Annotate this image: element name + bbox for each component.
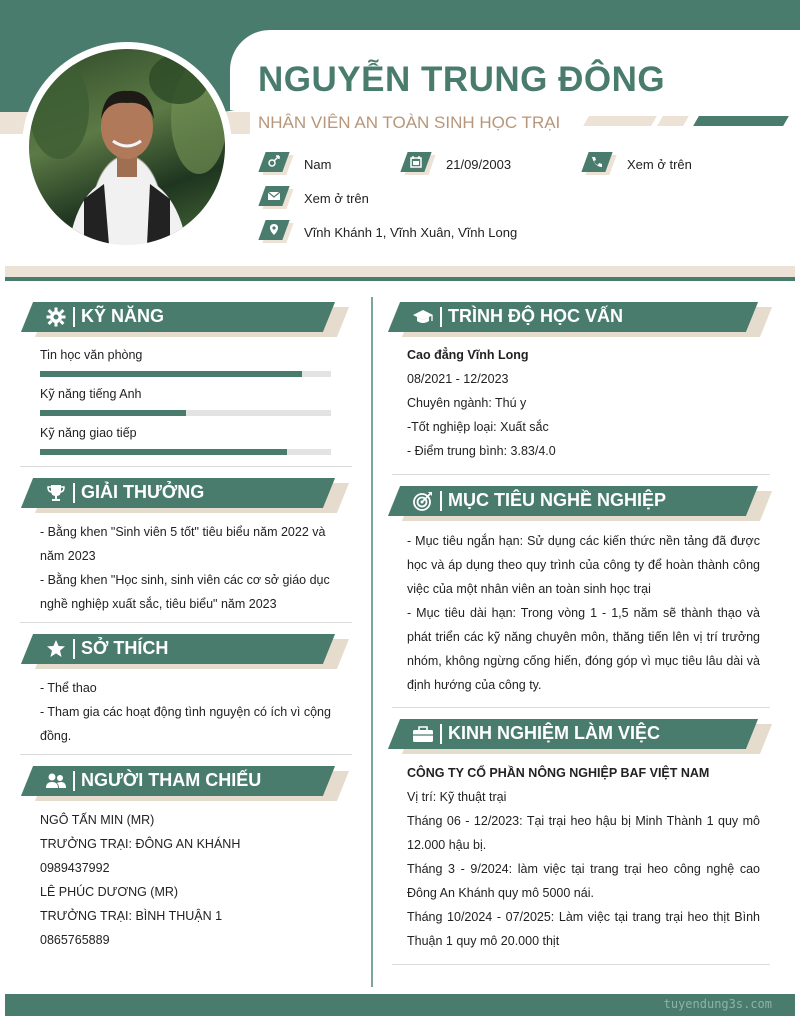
section-divider xyxy=(392,474,770,475)
section-divider xyxy=(392,707,770,708)
gender-value: Nam xyxy=(304,156,332,172)
email-icon xyxy=(260,186,292,210)
info-email xyxy=(260,186,369,210)
users-icon xyxy=(45,770,67,792)
birthdate-value: 21/09/2003 xyxy=(446,156,512,172)
award-line: - Bằng khen "Sinh viên 5 tốt" tiêu biểu năm 2022 và xyxy=(40,525,326,539)
objective-title: MỤC TIÊU NGHỀ NGHIỆP xyxy=(448,490,667,510)
reference-line: TRƯỞNG TRẠI: ĐÔNG AN KHÁNH xyxy=(40,837,241,851)
education-line: Chuyên ngành: Thú y xyxy=(407,396,527,410)
skill-bar xyxy=(40,410,331,416)
phone-value: Xem ở trên xyxy=(627,156,692,172)
reference-line: TRƯỞNG TRẠI: BÌNH THUẬN 1 xyxy=(40,909,223,923)
gear-icon xyxy=(45,306,67,328)
award-line: - Bằng khen "Học sinh, sinh viên các cơ sở giáo dục xyxy=(40,573,330,587)
column-divider xyxy=(371,297,373,987)
briefcase-icon xyxy=(412,723,434,745)
reference-line: 0989437992 xyxy=(40,861,110,875)
graduation-cap-icon xyxy=(412,306,434,328)
calendar-icon xyxy=(402,152,434,176)
info-phone xyxy=(583,152,692,176)
section-divider xyxy=(20,754,352,755)
watermark: tuyendung3s.com xyxy=(663,997,772,1011)
target-icon xyxy=(412,490,434,512)
section-divider xyxy=(392,964,770,965)
skills-title: KỸ NĂNG xyxy=(81,306,165,326)
education-line: - Điểm trung bình: 3.83/4.0 xyxy=(407,444,556,458)
education-line: 08/2021 - 12/2023 xyxy=(407,372,509,386)
star-icon xyxy=(45,638,67,660)
awards-heading xyxy=(27,478,347,512)
info-birthdate xyxy=(402,152,511,176)
experience-entry: Tháng 3 - 9/2024: làm việc tại trang trại heo công nghệ cao Đông An Khánh quy mô 5000 nái. xyxy=(407,862,760,900)
skills-heading xyxy=(27,302,347,336)
gender-icon xyxy=(260,152,292,176)
education-title: TRÌNH ĐỘ HỌC VẤN xyxy=(448,306,623,326)
section-divider xyxy=(20,622,352,623)
objective-heading xyxy=(394,486,774,520)
hobbies-heading xyxy=(27,634,347,668)
job-title: NHÂN VIÊN AN TOÀN SINH HỌC TRẠI xyxy=(258,113,561,132)
skill-label: Tin học văn phòng xyxy=(40,348,143,362)
avatar xyxy=(22,42,232,252)
section-divider xyxy=(20,466,352,467)
skill-bar xyxy=(40,371,331,377)
objective-long-term: - Mục tiêu dài hạn: Trong vòng 1 - 1,5 năm sẽ thành thạo và phát triển các kỹ năng chuyên môn, thăng tiến lên vị trí trưởng nhóm, không ngừng cống hiến, đóng góp vì mục tiêu lâu dài và định hướng của công ty. xyxy=(407,606,760,692)
school-name: Cao đẳng Vĩnh Long xyxy=(407,348,529,362)
awards-title: GIẢI THƯỞNG xyxy=(81,482,205,502)
references-heading xyxy=(27,766,347,800)
hobby-line: - Thể thao xyxy=(40,681,97,695)
skill-bar xyxy=(40,449,331,455)
company-name: CÔNG TY CỔ PHẦN NÔNG NGHIỆP BAF VIỆT NAM xyxy=(407,766,710,780)
award-line: nghề nghiệp xuất sắc, tiêu biểu" năm 2023 xyxy=(40,597,277,611)
award-line: năm 2023 xyxy=(40,549,96,563)
skill-label: Kỹ năng giao tiếp xyxy=(40,426,137,440)
header-divider-line xyxy=(5,277,795,281)
education-heading xyxy=(394,302,774,336)
location-icon xyxy=(260,220,292,244)
experience-entry: Tháng 06 - 12/2023: Tại trại heo hậu bị Minh Thành 1 quy mô 12.000 hậu bị. xyxy=(407,814,760,852)
position: Vị trí: Kỹ thuật trại xyxy=(407,790,507,804)
hobby-line: - Tham gia các hoạt động tình nguyện có ích vì cộng xyxy=(40,705,331,719)
info-gender xyxy=(260,152,331,176)
hobbies-title: SỞ THÍCH xyxy=(81,638,169,658)
email-value: Xem ở trên xyxy=(304,190,369,206)
education-line: -Tốt nghiệp loại: Xuất sắc xyxy=(407,420,549,434)
phone-icon xyxy=(583,152,615,176)
reference-line: LÊ PHÚC DƯƠNG (MR) xyxy=(40,885,179,899)
skill-label: Kỹ năng tiếng Anh xyxy=(40,387,142,401)
skill-fill xyxy=(40,371,302,377)
trophy-icon xyxy=(45,482,67,504)
references-title: NGƯỜI THAM CHIẾU xyxy=(81,770,262,790)
hobby-line: đồng. xyxy=(40,729,72,743)
skill-fill xyxy=(40,410,186,416)
experience-heading xyxy=(394,719,774,753)
experience-entry: Tháng 10/2024 - 07/2025: Làm việc tại trang trại heo thịt Bình Thuận 1 quy mô 20.000 thịt xyxy=(407,910,760,948)
skill-fill xyxy=(40,449,287,455)
experience-title: KINH NGHIỆM LÀM VIỆC xyxy=(448,723,661,743)
reference-line: NGÔ TẤN MIN (MR) xyxy=(40,813,155,827)
reference-line: 0865765889 xyxy=(40,933,110,947)
address-value: Vĩnh Khánh 1, Vĩnh Xuân, Vĩnh Long xyxy=(304,224,518,240)
info-address xyxy=(260,220,517,244)
objective-short-term: - Mục tiêu ngắn hạn: Sử dụng các kiến thức nền tảng đã được học và áp dụng theo quy trình của công ty để hoàn thành công việc của một nhân viên an toàn sinh học trại xyxy=(407,534,760,596)
candidate-name: NGUYỄN TRUNG ĐÔNG xyxy=(258,60,666,99)
